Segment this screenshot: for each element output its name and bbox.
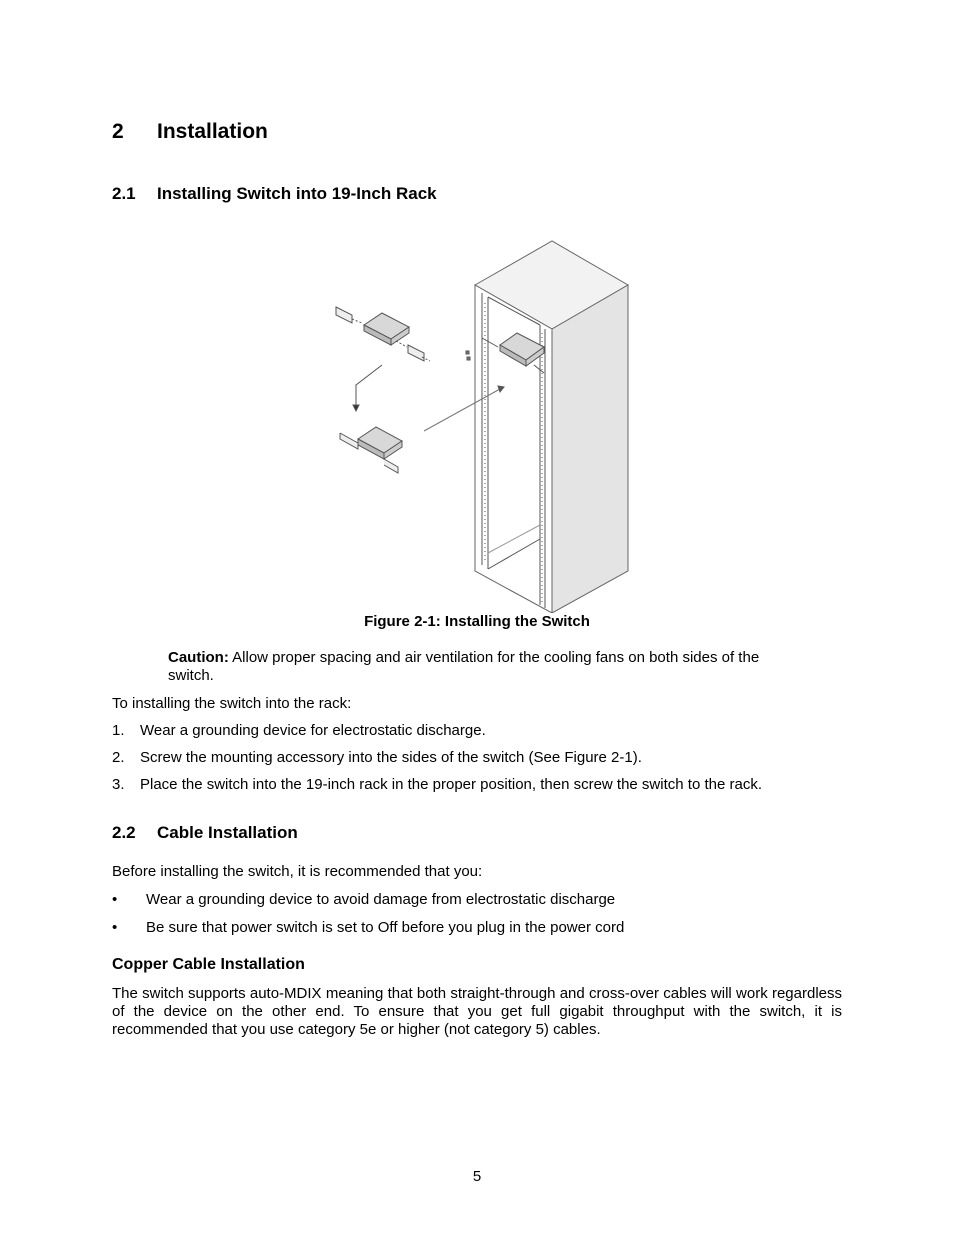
cable-bullet xyxy=(112,891,842,909)
cable-bullet xyxy=(112,919,842,937)
step-number: 3. xyxy=(112,776,125,793)
figure-caption: Figure 2-1: Installing the Switch xyxy=(364,613,590,630)
cable-intro: Before installing the switch, it is recommended that you: xyxy=(112,863,483,880)
caution-text-continued: switch. xyxy=(168,667,214,684)
section-heading-rack xyxy=(112,184,437,204)
step-text: Wear a grounding device for electrostatic discharge. xyxy=(140,722,486,739)
section-number: 2.2 xyxy=(112,823,136,842)
rack-installation-figure xyxy=(312,233,642,613)
step-number: 2. xyxy=(112,749,125,766)
section-heading-cable xyxy=(112,823,298,843)
chapter-heading xyxy=(112,120,268,144)
caution-text: Allow proper spacing and air ventilation for the cooling fans on both sides of the xyxy=(232,649,760,666)
step-text: Screw the mounting accessory into the sides of the switch (See Figure 2-1). xyxy=(140,749,642,766)
bullet-symbol: • xyxy=(112,891,118,908)
caution-note xyxy=(168,649,808,685)
bullet-symbol: • xyxy=(112,919,118,936)
bullet-text: Wear a grounding device to avoid damage from electrostatic discharge xyxy=(146,891,616,908)
caution-label: Caution: xyxy=(168,649,229,666)
page-number: 5 xyxy=(472,1168,482,1185)
chapter-number: 2 xyxy=(112,120,124,143)
copper-paragraph: The switch supports auto-MDIX meaning that both straight-through and cross-over cables will work regardless of the device on the other end. To ensure that you get full gigabit throughput with the switch, it is recommended that you use category 5e or higher (not category 5) cables. xyxy=(112,985,842,1038)
section-number: 2.1 xyxy=(112,184,136,203)
rack-step xyxy=(112,749,842,767)
section-title: Installing Switch into 19-Inch Rack xyxy=(157,184,437,203)
copper-heading: Copper Cable Installation xyxy=(112,956,305,973)
bullet-text: Be sure that power switch is set to Off before you plug in the power cord xyxy=(146,919,625,936)
step-number: 1. xyxy=(112,722,125,739)
rack-step xyxy=(112,722,842,740)
chapter-title: Installation xyxy=(157,120,268,143)
step-text: Place the switch into the 19-inch rack in the proper position, then screw the switch to the rack. xyxy=(140,776,762,793)
section-title: Cable Installation xyxy=(157,823,298,842)
rack-intro: To installing the switch into the rack: xyxy=(112,695,352,712)
rack-diagram xyxy=(312,233,642,613)
rack-step xyxy=(112,776,842,794)
